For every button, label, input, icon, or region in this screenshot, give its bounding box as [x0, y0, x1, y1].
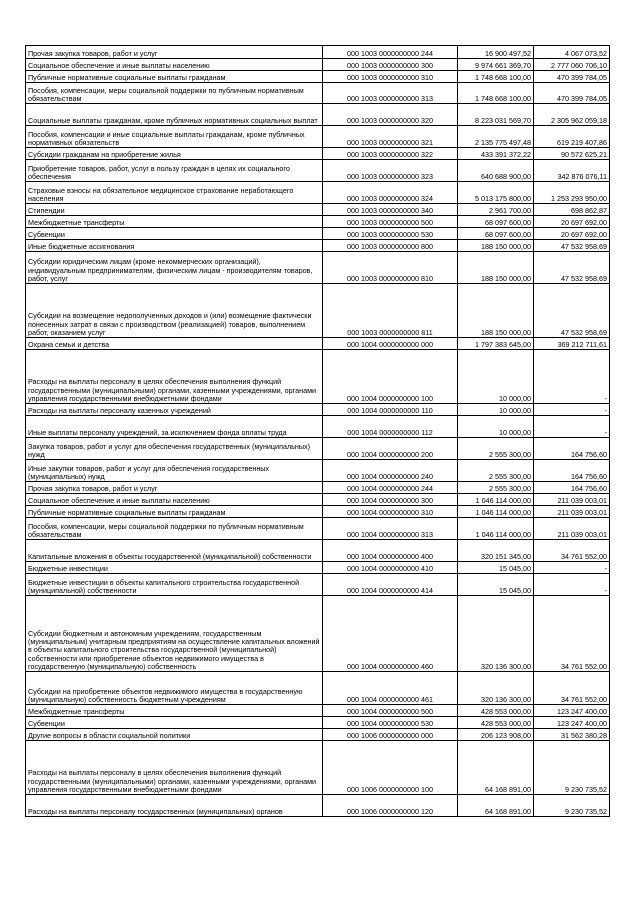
row-name: Прочая закупка товаров, работ и услуг: [26, 46, 323, 59]
row-code: 000 1003 0000000000 313: [323, 83, 458, 104]
row-code: 000 1006 0000000000 120: [323, 795, 458, 817]
row-approved-value: 1 748 668 100,00: [458, 83, 534, 104]
row-executed-value: 20 697 692,00: [534, 216, 610, 228]
row-executed-value: 211 039 003,01: [534, 494, 610, 506]
row-code: 000 1006 0000000000 100: [323, 741, 458, 795]
table-row: [26, 228, 610, 240]
table-row: [26, 540, 610, 562]
row-approved-value: 64 168 891,00: [458, 741, 534, 795]
table-row: [26, 338, 610, 350]
row-approved-value: 320 151 345,00: [458, 540, 534, 562]
table-row: [26, 126, 610, 148]
row-name: Публичные нормативные социальные выплаты гражданам: [26, 71, 323, 83]
table-row: [26, 160, 610, 182]
row-approved-value: 10 000,00: [458, 416, 534, 438]
row-approved-value: 1 748 668 100,00: [458, 71, 534, 83]
row-name: Приобретение товаров, работ, услуг в пользу граждан в целях их социального обеспечения: [26, 160, 323, 182]
row-name: Социальное обеспечение и иные выплаты населению: [26, 59, 323, 71]
row-executed-value: -: [534, 416, 610, 438]
row-code: 000 1003 0000000000 811: [323, 284, 458, 338]
table-row: [26, 83, 610, 104]
row-name: Другие вопросы в области социальной политики: [26, 729, 323, 741]
row-code: 000 1003 0000000000 322: [323, 148, 458, 160]
row-executed-value: 211 039 003,01: [534, 506, 610, 518]
row-name: Страховые взносы на обязательное медицинское страхование неработающего населения: [26, 182, 323, 204]
table-row: [26, 482, 610, 494]
row-name: Субсидии бюджетным и автономным учреждениям, государственным (муниципальным) унитарным предприятиям на осуществление капитальных вложений в объекты капитального строительства государственной (муниципальной) собственности или приобретение объектов недвижимого имущества в государственную (муниципальную) собственность: [26, 596, 323, 672]
row-approved-value: 188 150 000,00: [458, 240, 534, 252]
row-approved-value: 1 046 114 000,00: [458, 518, 534, 540]
row-executed-value: 211 039 003,01: [534, 518, 610, 540]
row-approved-value: 8 223 031 569,70: [458, 104, 534, 126]
row-executed-value: 9 230 735,52: [534, 741, 610, 795]
row-name: Капитальные вложения в объекты государственной (муниципальной) собственности: [26, 540, 323, 562]
row-approved-value: 206 123 908,00: [458, 729, 534, 741]
row-code: 000 1004 0000000000 100: [323, 350, 458, 404]
row-executed-value: 164 756,60: [534, 438, 610, 460]
row-name: Социальные выплаты гражданам, кроме публичных нормативных социальных выплат: [26, 104, 323, 126]
row-code: 000 1003 0000000000 244: [323, 46, 458, 59]
row-executed-value: 342 876 076,11: [534, 160, 610, 182]
table-row: [26, 59, 610, 71]
table-row: [26, 729, 610, 741]
row-approved-value: 15 045,00: [458, 562, 534, 574]
table-row: [26, 741, 610, 795]
row-name: Прочая закупка товаров, работ и услуг: [26, 482, 323, 494]
row-name: Субсидии гражданам на приобретение жилья: [26, 148, 323, 160]
row-name: Иные бюджетные ассигнования: [26, 240, 323, 252]
row-name: Пособия, компенсации, меры социальной поддержки по публичным нормативным обязательствам: [26, 518, 323, 540]
row-code: 000 1003 0000000000 323: [323, 160, 458, 182]
row-code: 000 1003 0000000000 340: [323, 204, 458, 216]
row-executed-value: -: [534, 574, 610, 596]
row-executed-value: 369 212 711,61: [534, 338, 610, 350]
row-name: Субсидии на возмещение недополученных доходов и (или) возмещение фактически понесенных затрат в связи с производством (реализацией) товаров, выполнением работ, оказанием услуг: [26, 284, 323, 338]
table-row: [26, 795, 610, 817]
row-approved-value: 188 150 000,00: [458, 252, 534, 284]
table-row: [26, 460, 610, 482]
row-name: Расходы на выплаты персоналу в целях обеспечения выполнения функций государственными (муниципальными) органами, казенными учреждениями, органами управления государственными внебюджетными фондами: [26, 350, 323, 404]
row-approved-value: 2 135 775 497,48: [458, 126, 534, 148]
row-executed-value: 9 230 735,52: [534, 795, 610, 817]
table-row: [26, 717, 610, 729]
row-approved-value: 2 961 700,00: [458, 204, 534, 216]
row-executed-value: 698 862,87: [534, 204, 610, 216]
row-executed-value: 34 761 552,00: [534, 540, 610, 562]
row-name: Пособия, компенсации и иные социальные выплаты гражданам, кроме публичных нормативных обязательств: [26, 126, 323, 148]
table-row: [26, 518, 610, 540]
row-code: 000 1004 0000000000 530: [323, 717, 458, 729]
row-name: Иные выплаты персоналу учреждений, за исключением фонда оплаты труда: [26, 416, 323, 438]
row-approved-value: 10 000,00: [458, 350, 534, 404]
table-row: [26, 350, 610, 404]
table-row: [26, 216, 610, 228]
row-code: 000 1004 0000000000 400: [323, 540, 458, 562]
row-code: 000 1004 0000000000 500: [323, 705, 458, 717]
table-row: [26, 252, 610, 284]
row-executed-value: 90 572 625,21: [534, 148, 610, 160]
row-executed-value: 47 532 958,69: [534, 284, 610, 338]
table-row: [26, 596, 610, 672]
row-name: Иные закупки товаров, работ и услуг для обеспечения государственных (муниципальных) нужд: [26, 460, 323, 482]
row-executed-value: 470 399 784,05: [534, 83, 610, 104]
table-row: [26, 71, 610, 83]
table-row: [26, 416, 610, 438]
table-row: [26, 104, 610, 126]
row-approved-value: 1 046 114 000,00: [458, 494, 534, 506]
report-sheet: [25, 45, 609, 817]
table-row: [26, 182, 610, 204]
row-name: Субвенции: [26, 228, 323, 240]
row-name: Публичные нормативные социальные выплаты гражданам: [26, 506, 323, 518]
table-row: [26, 284, 610, 338]
row-executed-value: 47 532 958,69: [534, 240, 610, 252]
row-name: Субвенции: [26, 717, 323, 729]
row-code: 000 1004 0000000000 244: [323, 482, 458, 494]
row-approved-value: 10 000,00: [458, 404, 534, 416]
row-name: Расходы на выплаты персоналу государственных (муниципальных) органов: [26, 795, 323, 817]
row-name: Пособия, компенсации, меры социальной поддержки по публичным нормативным обязательствам: [26, 83, 323, 104]
row-executed-value: 34 761 552,00: [534, 672, 610, 705]
table-row: [26, 438, 610, 460]
row-executed-value: 34 761 552,00: [534, 596, 610, 672]
row-code: 000 1004 0000000000 200: [323, 438, 458, 460]
row-approved-value: 320 136 300,00: [458, 672, 534, 705]
row-executed-value: 2 305 962 059,18: [534, 104, 610, 126]
table-row: [26, 148, 610, 160]
row-code: 000 1004 0000000000 110: [323, 404, 458, 416]
row-name: Субсидии юридическим лицам (кроме некоммерческих организаций), индивидуальным предпринимателям, физическим лицам - производителям товаров, работ, услуг: [26, 252, 323, 284]
row-executed-value: 123 247 400,00: [534, 717, 610, 729]
row-executed-value: 2 777 060 706,10: [534, 59, 610, 71]
row-code: 000 1004 0000000000 112: [323, 416, 458, 438]
row-code: 000 1004 0000000000 460: [323, 596, 458, 672]
row-code: 000 1003 0000000000 800: [323, 240, 458, 252]
row-code: 000 1004 0000000000 461: [323, 672, 458, 705]
row-code: 000 1006 0000000000 000: [323, 729, 458, 741]
table-row: [26, 204, 610, 216]
table-row: [26, 562, 610, 574]
row-code: 000 1004 0000000000 313: [323, 518, 458, 540]
row-approved-value: 433 391 372,22: [458, 148, 534, 160]
row-code: 000 1003 0000000000 321: [323, 126, 458, 148]
row-approved-value: 68 097 600,00: [458, 216, 534, 228]
row-name: Стипендии: [26, 204, 323, 216]
row-approved-value: 2 555 300,00: [458, 438, 534, 460]
row-name: Бюджетные инвестиции в объекты капитального строительства государственной (муниципальной) собственности: [26, 574, 323, 596]
row-name: Межбюджетные трансферты: [26, 216, 323, 228]
table-row: [26, 494, 610, 506]
row-code: 000 1003 0000000000 810: [323, 252, 458, 284]
row-code: 000 1003 0000000000 530: [323, 228, 458, 240]
row-name: Бюджетные инвестиции: [26, 562, 323, 574]
row-approved-value: 1 797 383 645,00: [458, 338, 534, 350]
row-approved-value: 16 900 497,52: [458, 46, 534, 59]
row-name: Охрана семьи и детства: [26, 338, 323, 350]
table-row: [26, 46, 610, 59]
row-executed-value: 1 253 293 950,00: [534, 182, 610, 204]
row-code: 000 1004 0000000000 000: [323, 338, 458, 350]
row-executed-value: 4 067 073,52: [534, 46, 610, 59]
row-executed-value: 619 219 407,86: [534, 126, 610, 148]
table-row: [26, 506, 610, 518]
row-executed-value: 470 399 784,05: [534, 71, 610, 83]
row-code: 000 1003 0000000000 500: [323, 216, 458, 228]
row-approved-value: 2 555 300,00: [458, 482, 534, 494]
row-executed-value: -: [534, 562, 610, 574]
table-row: [26, 574, 610, 596]
row-name: Расходы на выплаты персоналу казенных учреждений: [26, 404, 323, 416]
row-approved-value: 320 136 300,00: [458, 596, 534, 672]
expenditure-table: [25, 45, 610, 817]
row-approved-value: 2 555 300,00: [458, 460, 534, 482]
row-approved-value: 15 045,00: [458, 574, 534, 596]
row-executed-value: 47 532 958,69: [534, 252, 610, 284]
row-executed-value: 123 247 400,00: [534, 705, 610, 717]
row-approved-value: 1 046 114 000,00: [458, 506, 534, 518]
table-row: [26, 672, 610, 705]
row-name: Межбюджетные трансферты: [26, 705, 323, 717]
row-approved-value: 9 974 661 369,70: [458, 59, 534, 71]
table-row: [26, 705, 610, 717]
row-executed-value: -: [534, 350, 610, 404]
row-approved-value: 188 150 000,00: [458, 284, 534, 338]
row-code: 000 1003 0000000000 320: [323, 104, 458, 126]
row-name: Субсидии на приобретение объектов недвижимого имущества в государственную (муниципальную) собственность бюджетным учреждениям: [26, 672, 323, 705]
row-code: 000 1004 0000000000 410: [323, 562, 458, 574]
row-name: Социальное обеспечение и иные выплаты населению: [26, 494, 323, 506]
row-approved-value: 5 013 175 800,00: [458, 182, 534, 204]
row-code: 000 1003 0000000000 300: [323, 59, 458, 71]
row-code: 000 1004 0000000000 300: [323, 494, 458, 506]
row-approved-value: 64 168 891,00: [458, 795, 534, 817]
row-code: 000 1004 0000000000 240: [323, 460, 458, 482]
row-name: Закупка товаров, работ и услуг для обеспечения государственных (муниципальных) нужд: [26, 438, 323, 460]
row-code: 000 1004 0000000000 310: [323, 506, 458, 518]
table-row: [26, 240, 610, 252]
row-code: 000 1003 0000000000 324: [323, 182, 458, 204]
row-approved-value: 640 688 900,00: [458, 160, 534, 182]
row-executed-value: -: [534, 404, 610, 416]
row-approved-value: 428 553 000,00: [458, 705, 534, 717]
table-body: [26, 46, 610, 817]
row-executed-value: 20 697 692,00: [534, 228, 610, 240]
row-executed-value: 164 756,60: [534, 460, 610, 482]
row-executed-value: 164 756,60: [534, 482, 610, 494]
table-row: [26, 404, 610, 416]
row-executed-value: 31 562 380,28: [534, 729, 610, 741]
row-approved-value: 428 553 000,00: [458, 717, 534, 729]
row-approved-value: 68 097 600,00: [458, 228, 534, 240]
row-code: 000 1003 0000000000 310: [323, 71, 458, 83]
row-name: Расходы на выплаты персоналу в целях обеспечения выполнения функций государственными (муниципальными) органами, казенными учреждениями, органами управления государственными внебюджетными фондами: [26, 741, 323, 795]
row-code: 000 1004 0000000000 414: [323, 574, 458, 596]
